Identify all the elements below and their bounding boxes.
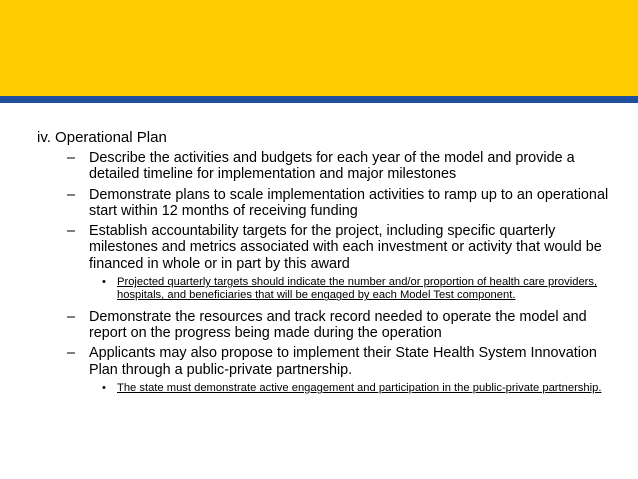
list-item	[37, 150, 622, 183]
list-item-text: Describe the activities and budgets for each year of the model and provide a detailed timeline for implementation and major milestones	[89, 150, 575, 183]
sub-list-item-text: Projected quarterly targets should indicate the number and/or proportion of health care providers, hospitals, and beneficiaries that will be engaged by each Model Test component.	[117, 276, 598, 302]
dash-bullet: –	[67, 223, 76, 240]
header-banner	[0, 0, 638, 96]
dot-bullet: •	[102, 382, 106, 395]
list-item-text: Establish accountability targets for the project, including specific quarterly milestones and metrics associated with each investment or activity that would be financed in whole or in part by this award	[89, 223, 602, 272]
list-item	[37, 309, 622, 342]
sub-list-item	[37, 382, 622, 395]
header-divider	[0, 96, 638, 103]
dot-bullet: •	[102, 276, 106, 289]
dash-bullet: –	[67, 308, 76, 325]
dash-bullet: –	[67, 345, 76, 362]
list-item-text: Demonstrate the resources and track record needed to operate the model and report on the progress being made during the operation	[89, 308, 587, 342]
slide-body	[37, 128, 622, 401]
section-heading: iv. Operational Plan	[37, 129, 167, 146]
list-item-text: Applicants may also propose to implement their State Health System Innovation Plan through a public-private partnership.	[89, 345, 597, 378]
dash-bullet: –	[67, 150, 76, 166]
dash-bullet: –	[67, 186, 76, 203]
list-item	[37, 345, 622, 378]
list-item	[37, 223, 622, 272]
list-item-text: Demonstrate plans to scale implementation activities to ramp up to an operational start within 12 months of receiving funding	[89, 186, 609, 219]
sub-list-item	[37, 276, 622, 303]
sub-list-item-text: The state must demonstrate active engagement and participation in the public-private partnership.	[117, 382, 602, 395]
list-item	[37, 187, 622, 220]
